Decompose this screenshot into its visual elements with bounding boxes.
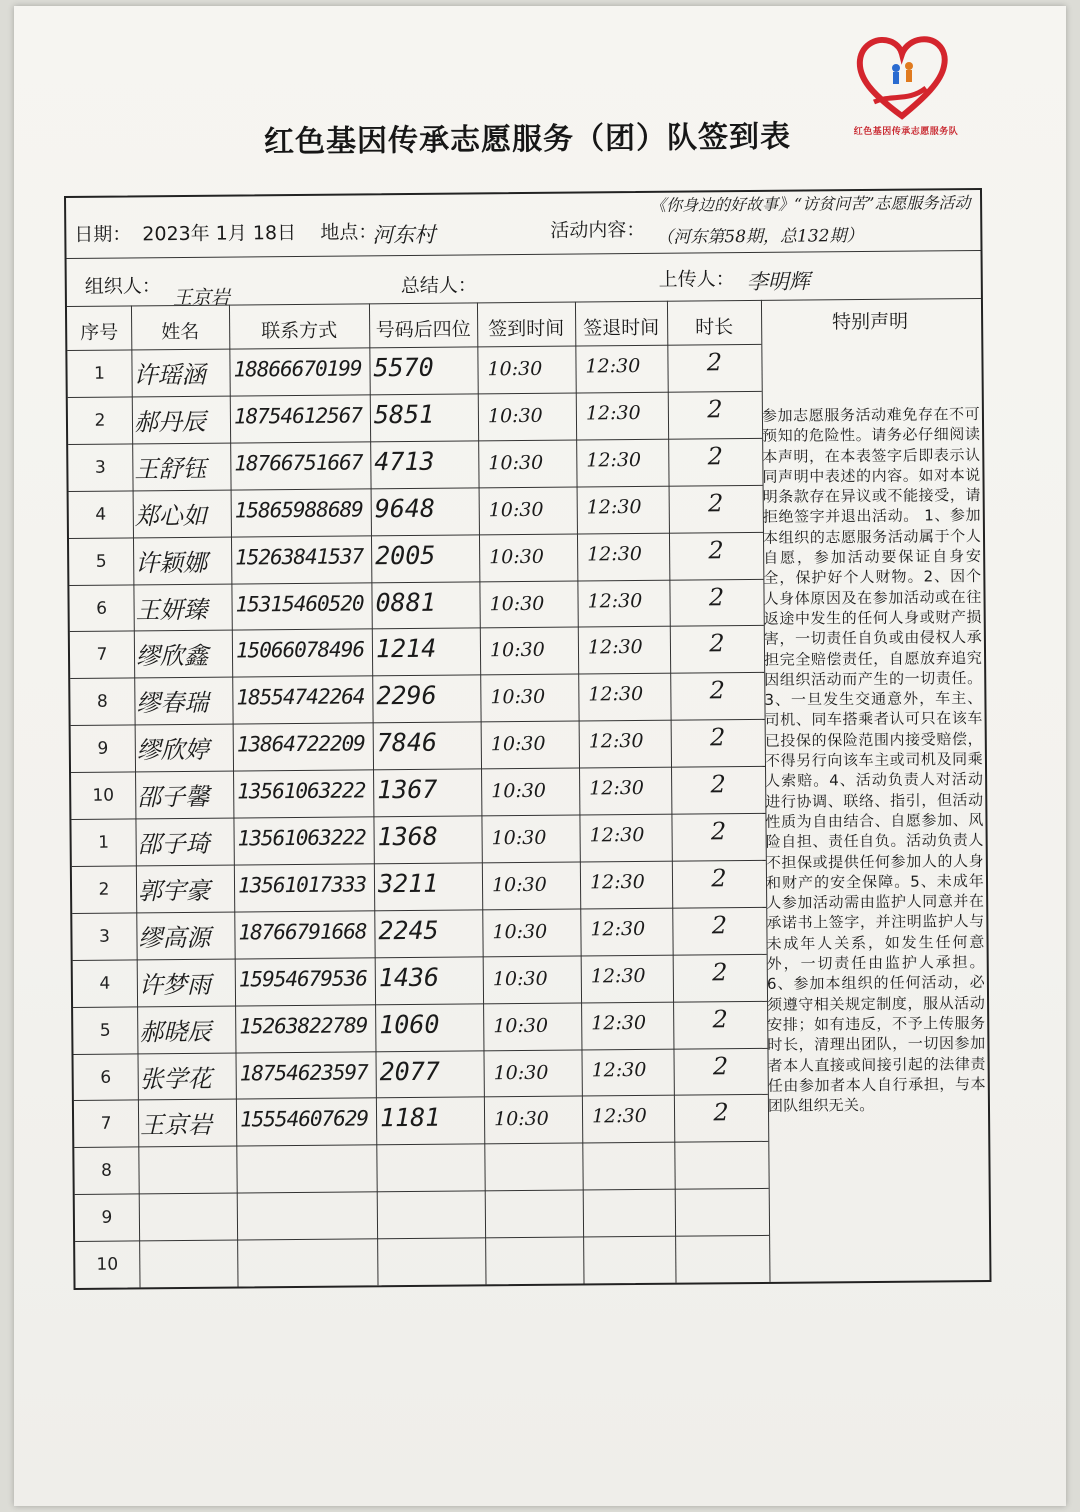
cell-last4: 5851 [373,399,435,430]
cell-name: 许颖娜 [135,548,208,577]
cell-dur: 2 [712,957,728,987]
cell-last4: 3211 [377,868,439,899]
cell-dur: 2 [712,1051,729,1080]
cell-seq: 6 [100,1067,112,1088]
cell-name: 许瑶涵 [133,360,206,390]
cell-phone: 18766751667 [234,450,363,476]
cell-last4: 1060 [379,1009,440,1039]
cell-in: 10:30 [492,920,548,944]
cell-out: 12:30 [586,495,642,519]
cell-phone: 13561063222 [237,778,366,804]
declaration-text: 参加志愿服务活动难免存在不可预知的危险性。请务必仔细阅读本声明，在本表签字后即表示认同声明中表述的内容。如对本说明条款存在异议或不能接受，请拒绝签字并退出活动。 1、参加本组织的志愿服务活动属于个人自愿，参加活动要保证自身安全，保护好个人财物。2、因个人身体原因及在参加活动或在往返途中发生的任何人身或财产损害，一切责任自负或由侵权人承担完全赔偿责任，自愿放弃追究因组织活动而产生的一切责任。3、一旦发生交通意外，车主、司机、同车搭乘者认可只在该车已投保的保险范围内接受赔偿，不得另行向该车主或司机及同乘人索赔。4、活动负责人对活动进行协调、联络、指引，但活动性质为自由结合、自愿参加、风险自担、责任自负。活动负责人不担保或提供任何参加人的人身和财产的安全保障。5、未成年人参加活动需由监护人同意并在承诺书上签字，并注明监护人与未成年人关系，如发生任何意外，一切责任由监护人承担。6、参加本组织的任何活动，必须遵守相关规定制度，服从活动安排；如有违反，不予上传服务时长，清理出团队，一切因参加者本人直接或间接引起的法律责任由参加者本人自行承担，与本团队组织无关。 [761,405,986,1115]
cell-out: 12:30 [588,683,644,706]
cell-seq: 9 [97,738,109,759]
cell-last4: 2296 [376,681,437,711]
row-divider [75,1188,769,1195]
cell-phone: 15263841537 [235,543,364,570]
cell-phone: 15066078496 [235,637,365,663]
cell-in: 10:30 [493,1014,549,1037]
row-divider [70,625,764,632]
cell-out: 12:30 [591,1105,647,1128]
header-duration: 时长 [695,316,734,339]
cell-phone: 13864722209 [236,731,365,757]
cell-phone: 18754623597 [239,1059,368,1085]
cell-seq: 5 [95,551,107,572]
cell-dur [675,1192,769,1193]
cell-out: 12:30 [587,636,643,659]
date-value: 2023年 1月 18日 [142,221,297,246]
cell-in: 10:30 [489,545,545,568]
activity-label: 活动内容： [550,218,646,242]
row-divider [72,860,766,867]
cell-in: 10:30 [491,826,547,850]
cell-name: 缪欣鑫 [135,642,209,671]
cell-phone: 13561017333 [237,872,367,898]
cell-phone: 15865988689 [234,497,363,523]
row-divider [73,1047,767,1054]
cell-out: 12:30 [587,542,643,566]
cell-phone: 15954679536 [238,966,368,992]
place-label: 地点： [320,221,378,244]
cell-name: 邵子琦 [137,829,210,859]
cell-name: 许梦雨 [138,970,212,1000]
cell-out: 12:30 [591,1011,647,1035]
row-divider [69,532,763,539]
cell-in: 10:30 [492,967,548,990]
uploader-label: 上传人： [658,268,735,291]
cell-last4: 1436 [378,962,440,992]
cell-name: 缪春瑞 [136,689,209,718]
cell-phone: 18754612567 [233,403,363,429]
row-divider [74,1094,768,1101]
row-divider [72,907,766,914]
cell-dur: 2 [713,1098,729,1127]
row-divider [68,438,762,445]
divider [575,302,585,1284]
cell-seq: 2 [94,410,106,431]
logo-text: 红色基因传承志愿服务队 [853,127,959,137]
cell-in: 10:30 [493,1061,549,1084]
header-last4: 号码后四位 [375,318,471,342]
place-value: 河东村 [372,222,436,248]
cell-in: 10:30 [488,451,544,475]
cell-out: 12:30 [585,401,641,425]
cell-out: 12:30 [589,870,645,894]
cell-dur: 2 [710,770,726,799]
cell-in: 10:30 [491,873,547,897]
cell-phone: 18766791668 [238,919,367,945]
cell-seq: 3 [98,926,110,947]
cell-last4: 2077 [379,1056,440,1086]
header-checkout: 签退时间 [583,316,660,340]
cell-phone: 15554607629 [239,1106,369,1132]
cell-dur [675,1239,769,1240]
row-divider [71,766,765,773]
cell-in: 10:30 [489,592,545,615]
cell-out: 12:30 [585,354,641,378]
cell-last4: 1367 [377,774,438,805]
cell-seq: 3 [94,457,106,478]
cell-last4: 0881 [375,587,436,617]
cell-dur: 2 [708,535,724,564]
row-divider [73,1000,767,1007]
cell-in: 10:30 [488,498,544,521]
cell-in: 10:30 [489,639,545,662]
cell-name: 缪欣婷 [136,735,209,765]
cell-dur: 2 [709,629,725,658]
cell-last4: 2245 [378,915,439,946]
cell-name: 王舒钰 [134,454,207,484]
cell-in: 10:30 [493,1108,549,1131]
cell-dur: 2 [711,864,727,893]
cell-seq: 2 [98,879,110,900]
cell-name: 郭宇豪 [137,876,211,906]
header-contact: 联系方式 [261,319,338,343]
cell-name: 郝丹辰 [133,407,207,437]
cell-dur: 2 [712,1004,728,1033]
cell-seq: 8 [101,1160,113,1182]
sign-in-table [64,188,992,1290]
cell-last4: 1214 [375,634,437,664]
uploader-value: 李明辉 [746,269,810,295]
row-divider [71,813,765,820]
cell-seq: 4 [95,504,107,525]
header-checkin: 签到时间 [488,317,565,341]
cell-in: 10:30 [487,404,543,428]
cell-in: 10:30 [487,357,543,381]
header-seq: 序号 [80,321,119,344]
cell-seq: 1 [98,832,110,853]
summarizer-label: 总结人： [400,274,477,298]
row-divider [75,1235,769,1242]
activity-value-line1: 《你身边的好故事》“访贫问苦”志愿服务活动 [650,193,971,215]
cell-dur: 2 [709,723,726,752]
cell-seq: 5 [99,1020,111,1041]
cell-in: 10:30 [490,733,546,756]
date-label: 日期： [74,223,132,246]
cell-phone: 18554742264 [236,684,365,710]
cell-name: 王京岩 [139,1111,213,1140]
cell-phone: 15315460520 [235,590,364,617]
cell-in: 10:30 [490,686,546,709]
cell-dur: 2 [711,911,728,940]
cell-in: 10:30 [491,779,547,803]
cell-seq: 10 [96,1254,119,1275]
divider [67,344,761,351]
cell-phone: 15263822789 [239,1012,368,1039]
cell-dur: 2 [707,395,723,424]
cell-dur [674,1145,768,1146]
cell-name: 缪高源 [138,923,211,953]
cell-out: 12:30 [591,1058,647,1081]
row-divider [68,391,762,398]
cell-out: 12:30 [586,448,642,472]
organization-logo [842,32,970,152]
cell-dur: 2 [707,442,724,471]
cell-seq: 7 [96,645,108,666]
cell-phone: 13561063222 [237,825,366,851]
cell-last4: 7846 [376,727,438,758]
header-name: 姓名 [161,320,200,344]
row-divider [73,954,767,961]
row-divider [70,672,764,679]
organizer-value: 王京岩 [172,286,231,310]
row-divider [69,485,763,492]
cell-name: 郑心如 [134,501,207,531]
cell-out: 12:30 [588,730,644,753]
cell-last4: 4713 [374,446,435,477]
page-title: 红色基因传承志愿服务（团）队签到表 [263,119,792,160]
row-divider [71,719,765,726]
row-divider [74,1141,768,1148]
divider [477,302,487,1284]
cell-last4: 1368 [377,821,438,852]
activity-value-line2: （河东第58期，总132期） [656,226,864,248]
cell-seq: 1 [94,363,106,384]
cell-last4: 9648 [374,493,436,523]
cell-dur: 2 [710,817,727,846]
cell-dur: 2 [709,676,726,705]
cell-out: 12:30 [589,777,645,800]
row-divider [69,578,763,585]
heart-logo-icon [852,32,952,124]
cell-name: 郝晓辰 [139,1017,212,1046]
cell-name: 张学花 [139,1064,212,1093]
cell-phone: 18866670199 [233,356,362,382]
cell-dur: 2 [708,582,725,611]
cell-dur: 2 [706,348,723,377]
cell-seq: 4 [99,973,111,994]
cell-seq: 10 [92,785,115,806]
cell-seq: 8 [96,691,108,713]
cell-out: 12:30 [590,917,646,941]
cell-seq: 6 [96,598,108,619]
cell-name: 王妍臻 [135,595,208,624]
cell-out: 12:30 [587,589,643,612]
cell-dur: 2 [707,488,724,518]
cell-out: 12:30 [589,823,645,847]
cell-seq: 9 [101,1207,113,1228]
cell-name: 邵子馨 [137,782,210,812]
cell-out: 12:30 [590,964,646,988]
divider [67,250,981,259]
cell-last4: 2005 [375,540,436,570]
cell-seq: 7 [100,1114,112,1135]
cell-last4: 5570 [373,352,434,383]
organizer-label: 组织人： [84,275,161,298]
header-declaration: 特别声明 [832,310,909,334]
cell-last4: 1181 [379,1103,441,1133]
